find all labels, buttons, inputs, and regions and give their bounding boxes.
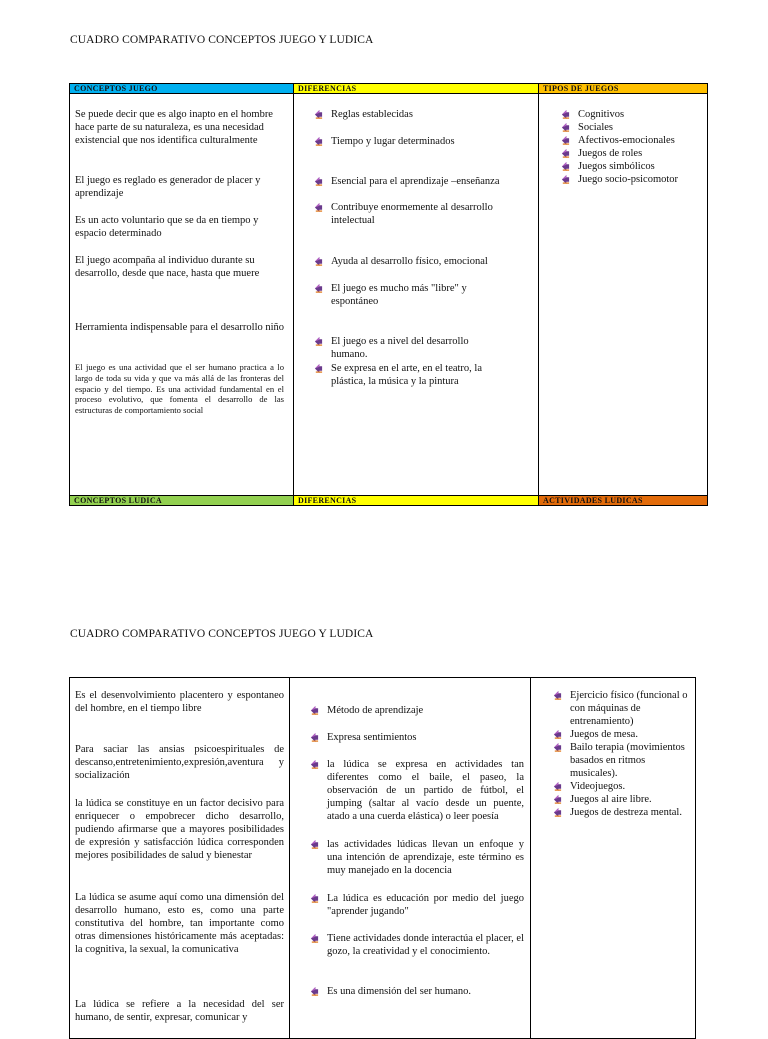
header-actividades-ludicas: ACTIVIDADES LUDICAS (539, 496, 708, 506)
arrow-bullet-icon (553, 782, 562, 791)
list-item: Sociales (561, 121, 701, 134)
arrow-bullet-icon (553, 691, 562, 700)
list-item: El juego es mucho más "libre" y espontáneo (311, 282, 501, 308)
list-item: La lúdica es educación por medio del juego "aprender jugando" (307, 892, 524, 918)
arrow-bullet-icon (314, 337, 323, 346)
actividades-ludicas-cell (531, 678, 696, 1039)
list-item: Tiene actividades donde interactúa el placer, el gozo, la creatividad y el conocimiento. (307, 932, 524, 958)
list-item: Es una dimensión del ser humano. (307, 985, 524, 998)
header-diferencias-ludica: DIFERENCIAS (294, 496, 539, 506)
header-conceptos-ludica: CONCEPTOS LUDICA (70, 496, 294, 506)
differences-ludica-cell (290, 678, 531, 1039)
arrow-bullet-icon (561, 175, 570, 184)
list-item: la lúdica se expresa en actividades tan diferentes como el baile, el paseo, la observación de un partido de fútbol, el jumping (saltar al vacío desde un puente, atado a una cuerda elástica) o leer poesía (307, 758, 524, 823)
list-item: Juegos de destreza mental. (553, 806, 693, 819)
arrow-bullet-icon (310, 894, 319, 903)
list-item: Juego socio-psicomotor (561, 173, 701, 186)
arrow-bullet-icon (310, 934, 319, 943)
list-item: Juegos de roles (561, 147, 701, 160)
arrow-bullet-icon (314, 177, 323, 186)
concept-paragraph: Para saciar las ansias psicoespirituales de descanso,entretenimiento,expresión,aventura y socialización (75, 744, 284, 781)
arrow-bullet-icon (310, 840, 319, 849)
arrow-bullet-icon (310, 760, 319, 769)
concepts-juego-cell (70, 94, 294, 496)
comparison-table-juego (69, 83, 708, 506)
list-item: Bailo terapia (movimientos basados en ritmos musicales). (553, 741, 693, 780)
concept-paragraph: Herramienta indispensable para el desarrollo niño (75, 322, 285, 333)
arrow-bullet-icon (561, 149, 570, 158)
concept-paragraph: Es un acto voluntario que se da en tiempo y espacio determinado (75, 215, 259, 239)
list-item: Ejercicio físico (funcional o con máquinas de entrenamiento) (553, 689, 693, 728)
arrow-bullet-icon (314, 203, 323, 212)
list-item: Tiempo y lugar determinados (311, 135, 531, 148)
list-item: Juegos al aire libre. (553, 793, 693, 806)
list-item: Afectivos-emocionales (561, 134, 701, 147)
arrow-bullet-icon (553, 730, 562, 739)
arrow-bullet-icon (314, 110, 323, 119)
types-list (561, 108, 701, 186)
arrow-bullet-icon (553, 795, 562, 804)
arrow-bullet-icon (314, 137, 323, 146)
activities-list (553, 689, 693, 819)
list-item: las actividades lúdicas llevan un enfoque y una intención de aprendizaje, este término es muy manejado en la docencia (307, 838, 524, 877)
header-diferencias: DIFERENCIAS (294, 84, 539, 94)
arrow-bullet-icon (553, 743, 562, 752)
arrow-bullet-icon (314, 284, 323, 293)
arrow-bullet-icon (314, 257, 323, 266)
concepts-ludica-cell (70, 678, 290, 1039)
comparison-table-ludica (69, 677, 696, 1039)
differences-juego-cell (294, 94, 539, 496)
header-tipos-de-juegos: TIPOS DE JUEGOS (539, 84, 708, 94)
list-item: Videojuegos. (553, 780, 693, 793)
list-item: Contribuye enormemente al desarrollo intelectual (311, 201, 526, 227)
list-item: Juegos de mesa. (553, 728, 693, 741)
arrow-bullet-icon (314, 364, 323, 373)
concept-paragraph: Es el desenvolvimiento placentero y espontaneo del hombre, en el tiempo libre (75, 690, 284, 714)
concept-paragraph: Se puede decir que es algo inapto en el hombre hace parte de su naturaleza, es una necesidad existencial que nos identifica culturalmente (75, 109, 273, 146)
list-item: Esencial para el aprendizaje –enseñanza (311, 175, 531, 188)
list-item: Método de aprendizaje (307, 704, 527, 717)
list-item: Expresa sentimientos (307, 731, 527, 744)
document-title: CUADRO COMPARATIVO CONCEPTOS JUEGO Y LUDICA (70, 34, 374, 46)
list-item: Juegos simbólicos (561, 160, 701, 173)
concept-paragraph: El juego es reglado es generador de placer y aprendizaje (75, 175, 261, 199)
arrow-bullet-icon (310, 733, 319, 742)
document-title: CUADRO COMPARATIVO CONCEPTOS JUEGO Y LUDICA (70, 628, 374, 640)
concept-paragraph: El juego es una actividad que el ser humano practica a lo largo de toda su vida y que va más allá de las fronteras del espacio y del tiempo. Es una actividad fundamental en el proceso evolutivo, que fomenta el desarrollo de las estructuras de comportamiento social (75, 362, 284, 416)
concept-paragraph: El juego acompaña al individuo durante su desarrollo, desde que nace, hasta que muere (75, 255, 260, 279)
arrow-bullet-icon (561, 123, 570, 132)
list-item: Reglas establecidas (311, 108, 531, 121)
arrow-bullet-icon (553, 808, 562, 817)
arrow-bullet-icon (561, 136, 570, 145)
concept-paragraph: La lúdica se refiere a la necesidad del ser humano, de sentir, expresar, comunicar y (75, 999, 284, 1023)
concept-paragraph: La lúdica se asume aquí como una dimensión del desarrollo humano, esto es, como una parte constitutiva del hombre, tan importante como otras dimensiones históricamente más aceptadas: la cognitiva, la sexual, la comunicativa (75, 892, 284, 955)
list-item: Cognitivos (561, 108, 701, 121)
list-item: Ayuda al desarrollo físico, emocional (311, 255, 531, 268)
concept-paragraph: la lúdica se constituye en un factor decisivo para enriquecer o empobrecer dicho desarrollo, pudiendo afirmarse que a mayores posibilidades de expresión y satisfacción lúdica corresponden mejores posibilidades de salud y bienestar (75, 798, 284, 861)
list-item: El juego es a nivel del desarrollo humano. (311, 335, 506, 361)
arrow-bullet-icon (310, 987, 319, 996)
header-conceptos-juego: CONCEPTOS JUEGO (70, 84, 294, 94)
arrow-bullet-icon (561, 110, 570, 119)
tipos-juegos-cell (539, 94, 708, 496)
arrow-bullet-icon (310, 706, 319, 715)
list-item: Se expresa en el arte, en el teatro, la plástica, la música y la pintura (311, 362, 516, 388)
arrow-bullet-icon (561, 162, 570, 171)
